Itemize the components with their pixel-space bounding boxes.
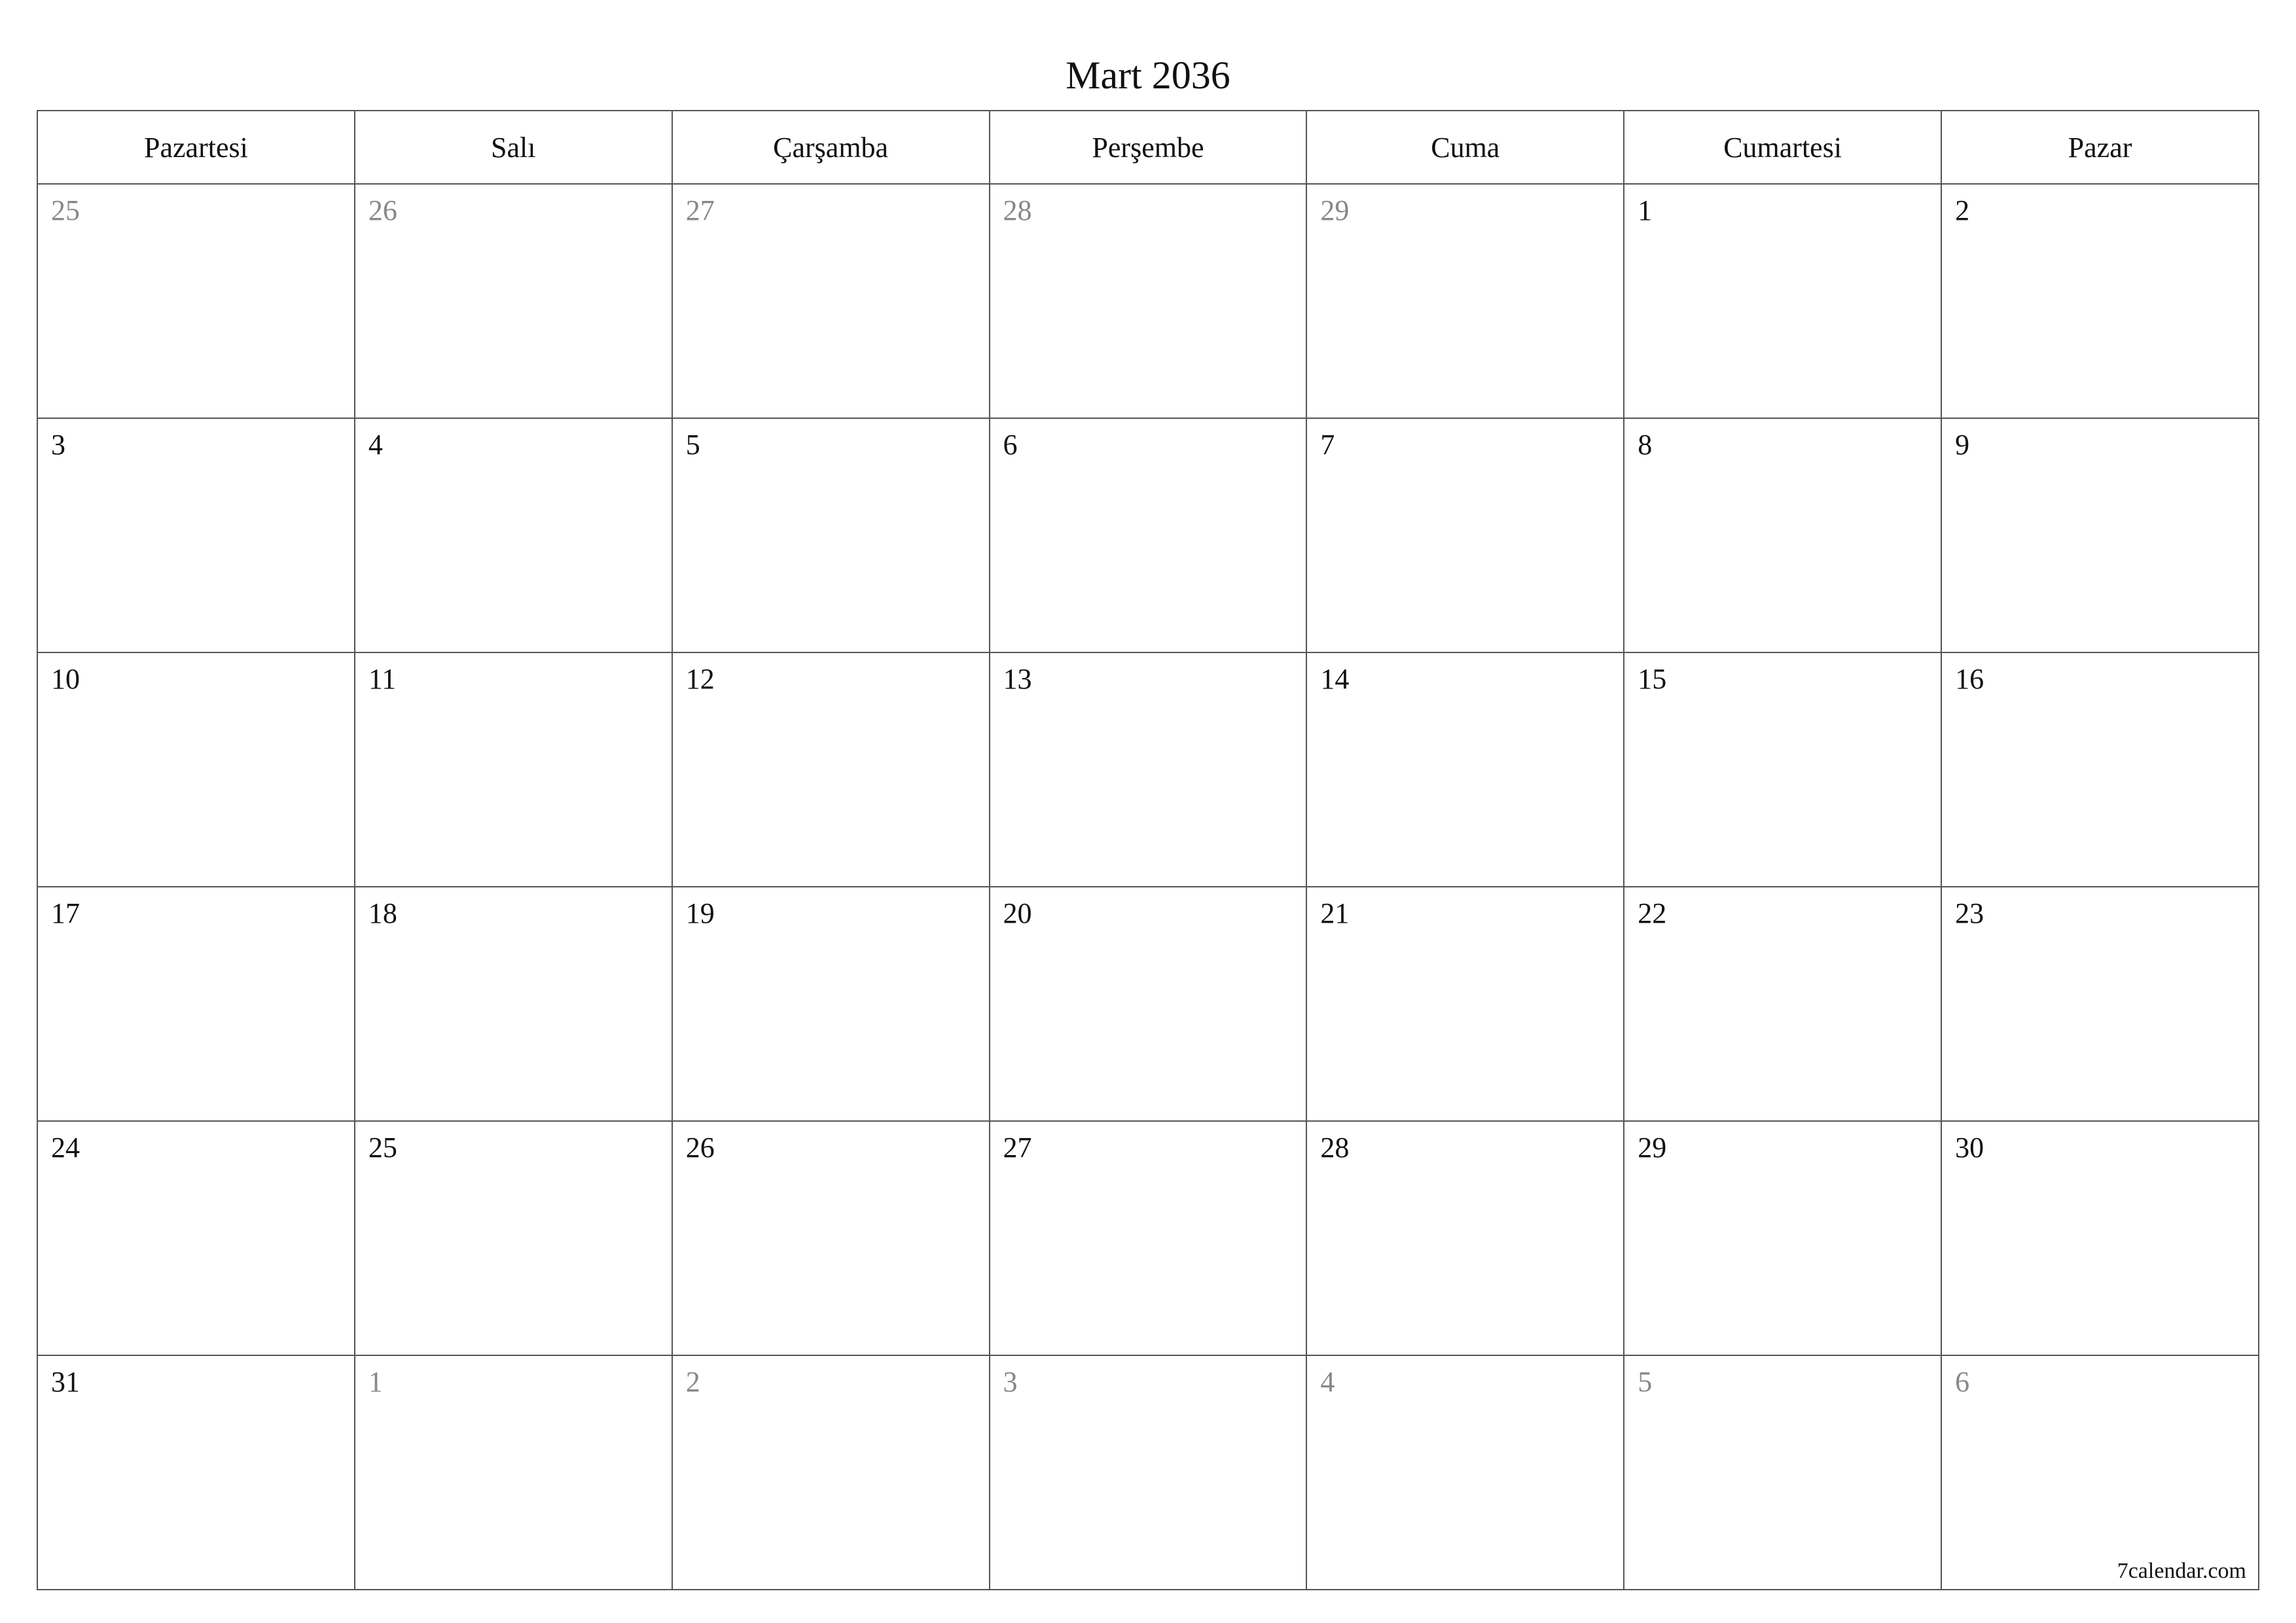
day-cell (37, 418, 355, 652)
day-number: 26 (368, 194, 397, 226)
weekday-header: Cumartesi (1624, 111, 1941, 184)
day-cell (672, 887, 990, 1121)
day-cell (355, 1355, 672, 1590)
day-cell (37, 887, 355, 1121)
day-cell (1624, 1121, 1941, 1355)
weekday-header: Salı (355, 111, 672, 184)
day-number: 30 (1955, 1132, 1984, 1164)
day-cell (1941, 1121, 2259, 1355)
day-number: 26 (685, 1132, 715, 1164)
day-number: 10 (51, 663, 80, 695)
day-number: 1 (1638, 194, 1653, 226)
day-number: 25 (51, 194, 80, 226)
day-cell (1306, 652, 1624, 887)
day-number: 29 (1638, 1132, 1667, 1164)
day-cell (990, 887, 1307, 1121)
day-cell (1306, 887, 1624, 1121)
weekday-header: Perşembe (990, 111, 1307, 184)
day-cell (990, 652, 1307, 887)
day-cell (672, 184, 990, 418)
day-cell (1624, 184, 1941, 418)
week-row (37, 418, 2259, 652)
day-cell (1306, 184, 1624, 418)
day-cell (355, 1121, 672, 1355)
day-number: 18 (368, 897, 397, 929)
day-number: 2 (685, 1366, 700, 1398)
day-number: 22 (1638, 897, 1667, 929)
weekday-header: Pazartesi (37, 111, 355, 184)
week-row (37, 887, 2259, 1121)
weekday-header: Pazar (1941, 111, 2259, 184)
day-cell (990, 1355, 1307, 1590)
day-number: 24 (51, 1132, 80, 1164)
day-cell (672, 1355, 990, 1590)
site-credit: 7calendar.com (2117, 1559, 2246, 1583)
day-number: 4 (1320, 1366, 1335, 1398)
day-number: 23 (1955, 897, 1984, 929)
day-cell (355, 184, 672, 418)
day-cell (355, 652, 672, 887)
day-cell (37, 652, 355, 887)
week-row (37, 652, 2259, 887)
day-cell (1306, 1121, 1624, 1355)
day-number: 5 (685, 429, 700, 461)
day-number: 31 (51, 1366, 80, 1398)
week-row (37, 1121, 2259, 1355)
day-cell (672, 652, 990, 887)
weekday-header: Cuma (1306, 111, 1624, 184)
day-number: 14 (1320, 663, 1350, 695)
day-number: 3 (1003, 1366, 1018, 1398)
day-number: 1 (368, 1366, 383, 1398)
day-number: 17 (51, 897, 80, 929)
day-cell (37, 1355, 355, 1590)
day-number: 7 (1320, 429, 1335, 461)
day-number: 2 (1955, 194, 1970, 226)
day-cell (990, 184, 1307, 418)
week-row (37, 1355, 2259, 1590)
day-number: 20 (1003, 897, 1032, 929)
day-number: 27 (685, 194, 715, 226)
day-number: 6 (1003, 429, 1018, 461)
day-cell (1624, 652, 1941, 887)
day-cell (1624, 418, 1941, 652)
day-cell (672, 418, 990, 652)
day-cell (37, 1121, 355, 1355)
day-number: 12 (685, 663, 715, 695)
calendar-title: Mart 2036 (1066, 54, 1230, 97)
day-number: 29 (1320, 194, 1350, 226)
day-number: 19 (685, 897, 715, 929)
weekday-header-row (37, 111, 2259, 184)
day-number: 15 (1638, 663, 1667, 695)
day-cell (1941, 418, 2259, 652)
day-number: 27 (1003, 1132, 1032, 1164)
day-number: 8 (1638, 429, 1653, 461)
day-cell (672, 1121, 990, 1355)
calendar-grid (37, 110, 2259, 1590)
day-cell (1941, 1355, 2259, 1590)
day-cell (1624, 887, 1941, 1121)
day-number: 25 (368, 1132, 397, 1164)
day-cell (37, 184, 355, 418)
day-cell (1306, 418, 1624, 652)
day-cell (355, 418, 672, 652)
day-cell (990, 418, 1307, 652)
day-number: 4 (368, 429, 383, 461)
day-cell (1941, 652, 2259, 887)
day-number: 13 (1003, 663, 1032, 695)
day-number: 28 (1003, 194, 1032, 226)
day-number: 21 (1320, 897, 1350, 929)
weekday-header: Çarşamba (672, 111, 990, 184)
day-cell (1941, 887, 2259, 1121)
day-cell (1624, 1355, 1941, 1590)
day-number: 3 (51, 429, 65, 461)
day-cell (1306, 1355, 1624, 1590)
day-number: 28 (1320, 1132, 1350, 1164)
day-number: 16 (1955, 663, 1984, 695)
day-cell (990, 1121, 1307, 1355)
day-number: 9 (1955, 429, 1970, 461)
day-number: 5 (1638, 1366, 1653, 1398)
day-cell (1941, 184, 2259, 418)
day-number: 6 (1955, 1366, 1970, 1398)
day-number: 11 (368, 663, 397, 695)
day-cell (355, 887, 672, 1121)
week-row (37, 184, 2259, 418)
